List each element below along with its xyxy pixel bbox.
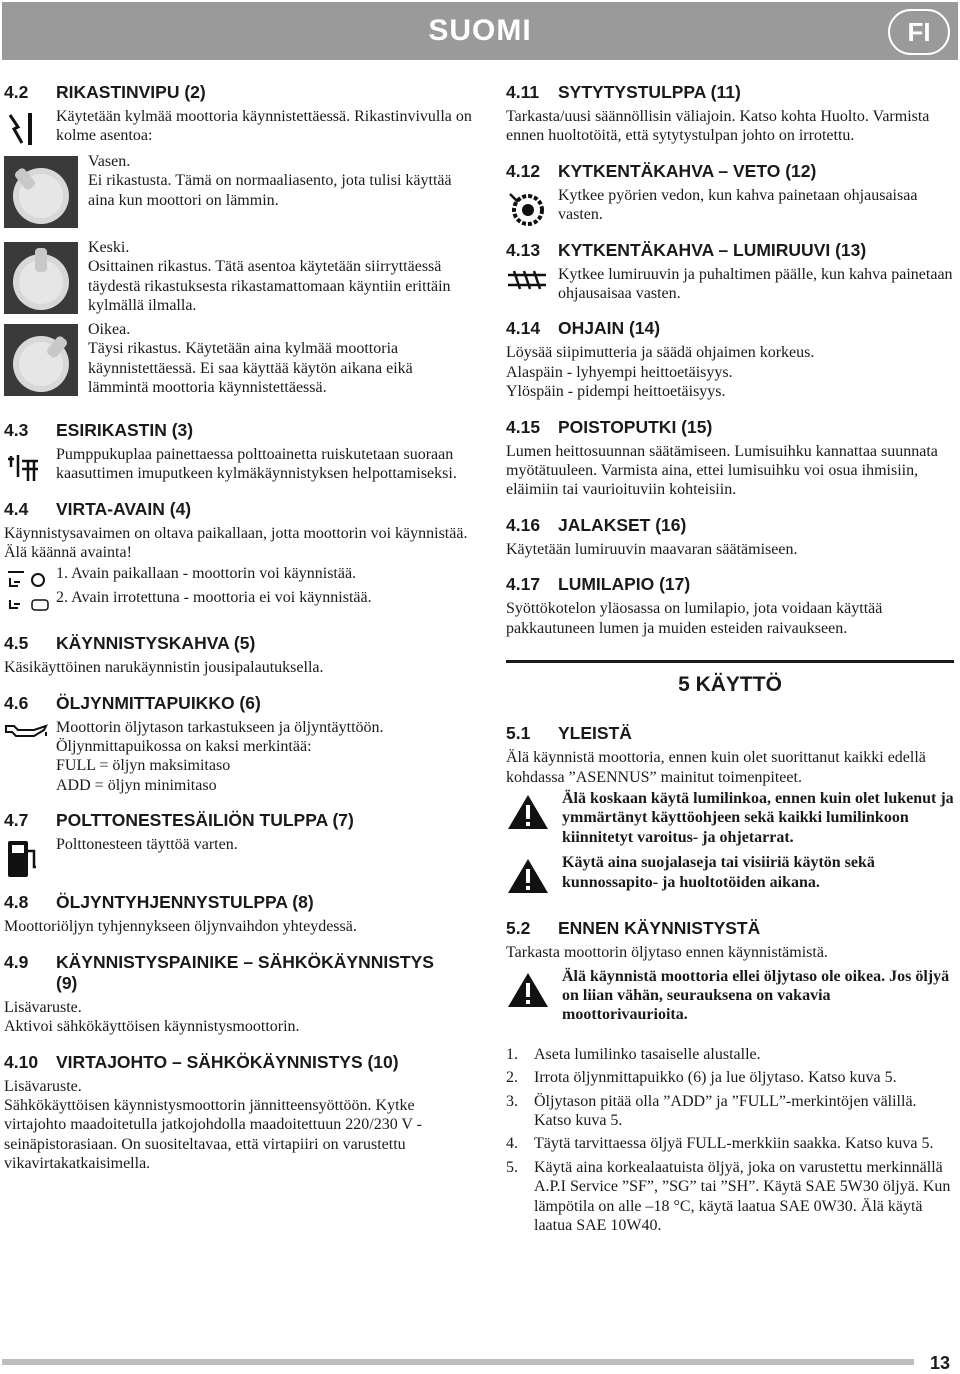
section-heading: 4.16 JALAKSET (16)	[506, 514, 687, 535]
section-heading: 4.12 KYTKENTÄKAHVA – VETO (12)	[506, 160, 817, 181]
section-heading: 4.10 VIRTAJOHTO – SÄHKÖKÄYNNISTYS (10)	[4, 1051, 399, 1072]
section-4-13	[506, 240, 954, 304]
page-header	[2, 2, 958, 60]
ignition-key-icon	[4, 566, 52, 618]
section-text: Tarkasta/uusi säännöllisin väliajoin. Katso kohta Huolto. Varmista ennen huoltotöitä, että sytytystulpan johto on irrotettu.	[506, 108, 930, 145]
section-text: Kytkee lumiruuvin ja puhaltimen päälle, kun kahva painetaan ohjausaisaa vasten.	[558, 265, 953, 303]
section-4-7	[4, 810, 474, 877]
list-item: 4. Täytä tarvittaessa öljyä FULL-merkkiin saakka. Katso kuva 5.	[506, 1135, 934, 1153]
section-heading: 4.11 SYTYTYSTULPPA (11)	[506, 82, 741, 102]
warning-triangle-icon	[506, 857, 550, 895]
section-text: Käytetään lumiruuvin maavaran säätämiseen.	[506, 540, 798, 558]
warning-block: Älä koskaan käytä lumilinkoa, ennen kuin olet lukenut ja ymmärtänyt käyttöohjeen sekä kaikki lumilinkoon kiinnitetyt varoitus- ja ohjetarrat.	[506, 789, 954, 847]
list-item: 2. Irrota öljynmittapuikko (6) ja lue öljytaso. Katso kuva 5.	[506, 1069, 897, 1087]
section-heading: 4.2 RIKASTINVIPU (2)	[4, 82, 206, 102]
drive-wheel-icon	[506, 188, 546, 228]
section-5-1	[506, 723, 954, 903]
section-text: Tarkasta moottorin öljytaso ennen käynnistämistä.	[506, 944, 828, 962]
language-title: SUOMI	[428, 14, 532, 47]
list-item: 3. Öljytason pitää olla ”ADD” ja ”FULL”-merkintöjen välillä. Katso kuva 5.	[506, 1092, 917, 1129]
section-4-15	[506, 417, 954, 500]
oil-dipstick-icon	[4, 720, 50, 742]
section-4-2	[4, 82, 474, 398]
primer-icon	[4, 447, 44, 487]
chapter-title: 5 KÄYTTÖ	[678, 673, 782, 697]
choke-knob-middle-image	[4, 242, 78, 314]
choke-position-middle: Keski. Osittainen rikastus. Tätä asentoa käytetään siirryttäessä täydestä rikastuksesta rikastamattomaan käyntiin erittäin kylmällä ilmalla.	[4, 238, 474, 316]
section-heading: 5.2 ENNEN KÄYNNISTYSTÄ	[506, 918, 761, 939]
section-4-17	[506, 574, 954, 638]
warning-triangle-icon	[506, 971, 550, 1009]
section-4-3	[4, 420, 474, 484]
section-heading: 4.13 KYTKENTÄKAHVA – LUMIRUUVI (13)	[506, 239, 867, 260]
section-heading: 4.6 ÖLJYNMITTAPUIKKO (6)	[4, 692, 261, 713]
warning-block: Käytä aina suojalaseja tai visiiriä käytön sekä kunnossapito- ja huoltotöiden aikana.	[506, 853, 954, 903]
warning-block: Älä käynnistä moottoria ellei öljytaso ole oikea. Jos öljyä on liian vähän, seurauksena on vakavia moottorivaurioita.	[506, 967, 954, 1025]
choke-knob-right-image	[4, 324, 78, 396]
section-heading: 5.1 YLEISTÄ	[506, 723, 632, 744]
section-heading: 4.5 KÄYNNISTYSKAHVA (5)	[4, 633, 256, 654]
section-heading: 4.17 LUMILAPIO (17)	[506, 574, 691, 595]
choke-position-left: Vasen. Ei rikastusta. Tämä on normaaliasento, jota tulisi käyttää aina kun moottori on lämmin.	[4, 152, 474, 230]
list-item: 1. Aseta lumilinko tasaiselle alustalle.	[506, 1045, 761, 1063]
section-text: Käynnistysavaimen on oltava paikallaan, jotta moottorin voi käynnistää. Älä käännä avainta!	[4, 524, 468, 562]
section-heading: 4.15 POISTOPUTKI (15)	[506, 416, 713, 437]
section-4-8	[4, 892, 474, 936]
section-text: Pumppukuplaa painettaessa polttoainetta ruiskutetaan suoraan kaasuttimen imuputkeen kylmäkäynnistyksen helpottamiseksi.	[56, 445, 457, 483]
steps-list	[506, 1045, 954, 1236]
section-text: Käytetään kylmää moottoria käynnistettäessä. Rikastinvivulla on kolme asentoa:	[56, 108, 472, 145]
section-text: Älä käynnistä moottoria, ennen kuin olet suorittanut kaikki edellä kohdassa ”ASENNUS” mainitut toimenpiteet.	[506, 749, 926, 786]
left-column	[4, 82, 474, 1189]
choke-icon	[4, 109, 44, 149]
page-number: 13	[929, 1353, 950, 1373]
chapter-divider	[506, 660, 954, 663]
section-heading: 4.3 ESIRIKASTIN (3)	[4, 419, 194, 440]
language-badge: FI	[888, 9, 950, 55]
section-5-2	[506, 918, 954, 1235]
section-4-11	[506, 82, 954, 146]
section-heading: 4.4 VIRTA-AVAIN (4)	[4, 498, 192, 519]
section-heading: 4.9 KÄYNNISTYSPAINIKE – SÄHKÖKÄYNNISTYS (9)	[4, 951, 434, 993]
section-4-12	[506, 161, 954, 225]
section-4-10: 4.10 VIRTAJOHTO – SÄHKÖKÄYNNISTYS (10) Lisävaruste. Sähkökäyttöisen käynnistysmoottorin jännitteensyöttöön. Kytke virtajohto maadoitetulla jatkojohdolla maadoitettuun 220/230 V -seinäpistorasiaan. On suositeltavaa, että virtapiiri on varustettu vikavirtakatkaisimella.	[4, 1052, 474, 1174]
section-heading: 4.8 ÖLJYNTYHJENNYSTULPPA (8)	[4, 892, 314, 913]
key-item-1: 1. Avain paikallaan - moottorin voi käynnistää.	[56, 565, 357, 583]
section-4-14: 4.14 OHJAIN (14) Löysää siipimutteria ja säädä ohjaimen korkeus. Alaspäin - lyhyempi heittoetäisyys. Ylöspäin - pidempi heittoetäisyys.	[506, 318, 954, 401]
section-text: Moottoriöljyn tyhjennykseen öljynvaihdon yhteydessä.	[4, 918, 357, 936]
footer-bar	[2, 1359, 914, 1365]
section-heading: 4.14 OHJAIN (14)	[506, 318, 661, 339]
section-text: Syöttökotelon yläosassa on lumilapio, jota voidaan käyttää pakkautuneen lumen ja muiden esteiden raivaukseen.	[506, 600, 883, 637]
section-4-5	[4, 633, 474, 677]
warning-triangle-icon	[506, 793, 550, 831]
section-text: Käsikäyttöinen narukäynnistin jousipalautuksella.	[4, 659, 324, 677]
section-text: Lumen heittosuunnan säätämiseen. Lumisuihku kannattaa suunnata myötätuuleen. Varmista aina, ettei lumisuihku voi osua ihmisiin, eläimiin tai vaurioituviin kohteisiin.	[506, 442, 938, 499]
list-item: 5. Käytä aina korkealaatuista öljyä, joka on varustettu merkinnällä A.P.I Service ”SF”, ”SG” tai ”SH”. Käytä SAE 5W30 öljyä. Kun lämpötila on alle –18 °C, käytä laatua SAE 0W30. Älä käytä laatua SAE 10W40.	[506, 1158, 951, 1234]
section-4-6: 4.6 ÖLJYNMITTAPUIKKO (6) Moottorin öljytason tarkastukseen ja öljyntäyttöön. Öljynmittapuikossa on kaksi merkintää: FULL = öljyn maksimitaso ADD = öljyn minimitaso	[4, 693, 474, 796]
key-item-2: 2. Avain irrotettuna - moottoria ei voi käynnistää.	[56, 588, 372, 606]
fuel-pump-icon	[4, 837, 40, 879]
section-4-4	[4, 499, 474, 608]
choke-knob-left-image	[4, 156, 78, 228]
auger-icon	[506, 267, 548, 293]
section-4-16	[506, 515, 954, 559]
section-text: Kytkee pyörien vedon, kun kahva painetaan ohjausaisaa vasten.	[558, 186, 918, 224]
section-4-9: 4.9 KÄYNNISTYSPAINIKE – SÄHKÖKÄYNNISTYS (9) Lisävaruste. Aktivoi sähkökäyttöisen käynnistysmoottorin.	[4, 952, 474, 1037]
section-heading: 4.7 POLTTONESTESÄILIÖN TULPPA (7)	[4, 810, 354, 831]
right-column	[506, 82, 954, 1250]
choke-position-right: Oikea. Täysi rikastus. Käytetään aina kylmää moottoria käynnistettäessä. Ei saa käyttää käytön aikana eikä lämmintä moottoria käynnistettäessä.	[4, 320, 474, 398]
section-text: Polttonesteen täyttöä varten.	[56, 836, 238, 854]
